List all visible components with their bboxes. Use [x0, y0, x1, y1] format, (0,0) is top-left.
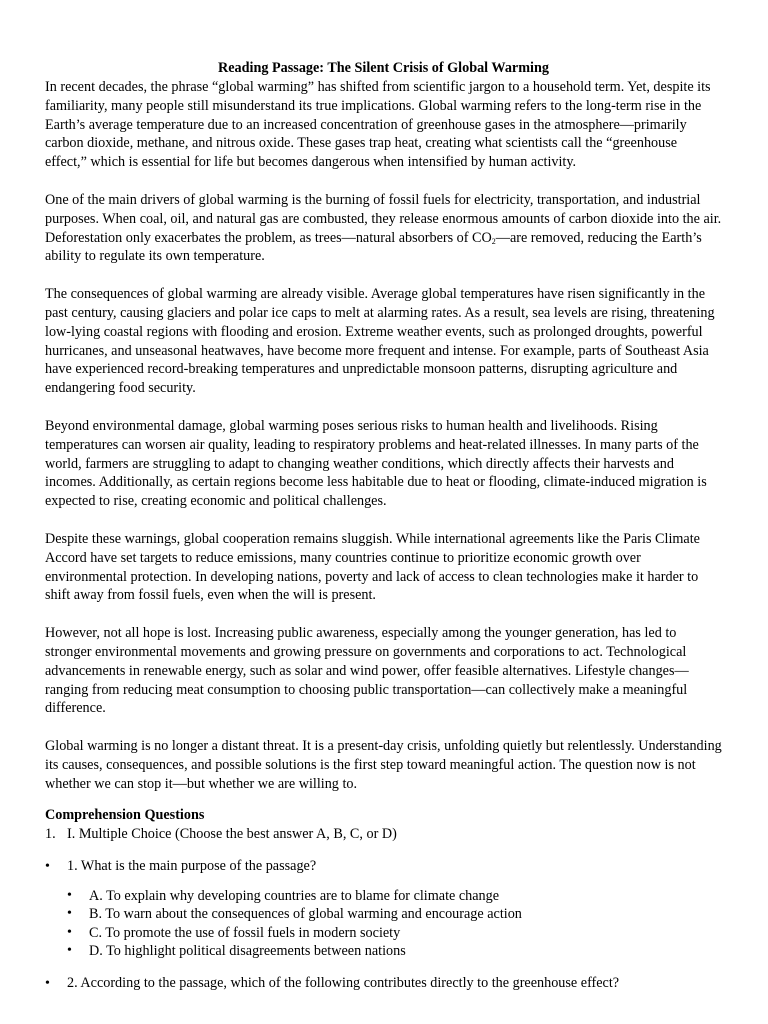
option-d-text: D. To highlight political disagreements between nations	[89, 943, 406, 960]
paragraph-3: The consequences of global warming are already visible. Average global temperatures have risen significantly in the past century, causing glaciers and polar ice caps to melt at alarming rates. As a result, sea levels are rising, threatening low-lying coastal regions with flooding and erosion. Extreme weather events, such as prolonged droughts, powerful hurricanes, and unseasonal heatwaves, have become more frequent and intense. For example, parts of Southeast Asia have experienced record-breaking temperatures and unpredictable monsoon patterns, disrupting agriculture and endangering food security.	[45, 286, 715, 397]
paragraph-2	[45, 191, 722, 266]
bullet-icon: •	[45, 975, 50, 991]
bullet-icon: •	[67, 906, 72, 922]
question-1-text: 1. What is the main purpose of the passage?	[67, 857, 317, 874]
bullet-icon: •	[67, 943, 72, 959]
comprehension-heading: Comprehension Questions	[45, 806, 205, 823]
bullet-icon: •	[67, 924, 72, 940]
option-b	[67, 905, 722, 924]
bullet-icon: •	[67, 887, 72, 903]
part-number: 1.	[45, 825, 56, 842]
question-2	[45, 974, 722, 993]
paragraph-6: However, not all hope is lost. Increasing public awareness, especially among the younger generation, has led to stronger environmental movements and growing pressure on governments and corporations to act. Technological advancements in renewable energy, such as solar and wind power, offer feasible alternatives. Lifestyle changes—ranging from reducing meat consumption to choosing public transportation—can collectively make a meaningful difference.	[45, 625, 689, 717]
option-a-text: A. To explain why developing countries are to blame for climate change	[89, 887, 500, 904]
paragraph-5: Despite these warnings, global cooperation remains sluggish. While international agreements like the Paris Climate Accord have set targets to reduce emissions, many countries continue to prioritize economic growth over environmental protection. In developing nations, poverty and lack of access to clean technologies make it harder to shift away from fossil fuels, even when the will is present.	[45, 530, 700, 604]
paragraph-2-tail: —are removed, reducing the Earth’s ability to regulate its own temperature.	[45, 229, 702, 265]
passage-title: Reading Passage: The Silent Crisis of Global Warming	[218, 60, 549, 76]
paragraph-7: Global warming is no longer a distant threat. It is a present-day crisis, unfolding quietly but relentlessly. Understanding its causes, consequences, and possible solutions is the first step toward meaningful action. The question now is not whether we can stop it—but whether we are willing to.	[45, 738, 722, 792]
bullet-icon: •	[45, 858, 50, 874]
question-2-text: 2. According to the passage, which of the following contributes directly to the greenhouse effect?	[67, 974, 620, 991]
option-b-text: B. To warn about the consequences of global warming and encourage action	[89, 906, 522, 923]
paragraph-1: In recent decades, the phrase “global warming” has shifted from scientific jargon to a household term. Yet, despite its familiarity, many people still misunderstand its true implications. Global warming refers to the long-term rise in the Earth’s average temperature due to an increased concentration of greenhouse gases in the atmosphere—primarily carbon dioxide, methane, and nitrous oxide. These gases trap heat, creating what scientists call the “greenhouse effect,” which is essential for life but becomes dangerous when intensified by human activity.	[45, 79, 711, 171]
option-a	[67, 887, 722, 906]
option-c	[67, 924, 722, 943]
option-d	[67, 942, 722, 961]
part-one-item	[45, 825, 722, 844]
question-1-options	[67, 887, 722, 961]
paragraph-4: Beyond environmental damage, global warming poses serious risks to human health and livelihoods. Rising temperatures can worsen air quality, leading to respiratory problems and heat-related illnesses. In many parts of the world, farmers are struggling to adapt to changing weather conditions, which directly affects their harvests and incomes. Additionally, as certain regions become less habitable due to heat or flooding, climate-induced migration is expected to rise, creating economic and political challenges.	[45, 417, 707, 510]
option-c-text: C. To promote the use of fossil fuels in modern society	[89, 924, 401, 941]
question-1	[45, 857, 722, 876]
co2-subscript: 2	[491, 236, 496, 246]
part-one-label: I. Multiple Choice (Choose the best answer A, B, C, or D)	[67, 825, 397, 842]
paragraph-2-text: One of the main drivers of global warming is the burning of fossil fuels for electricity, transportation, and industrial purposes. When coal, oil, and natural gas are combusted, they release enormous amounts of carbon dioxide into the air. Deforestation only exacerbates the problem, as trees—natural absorbers of CO	[45, 191, 722, 246]
